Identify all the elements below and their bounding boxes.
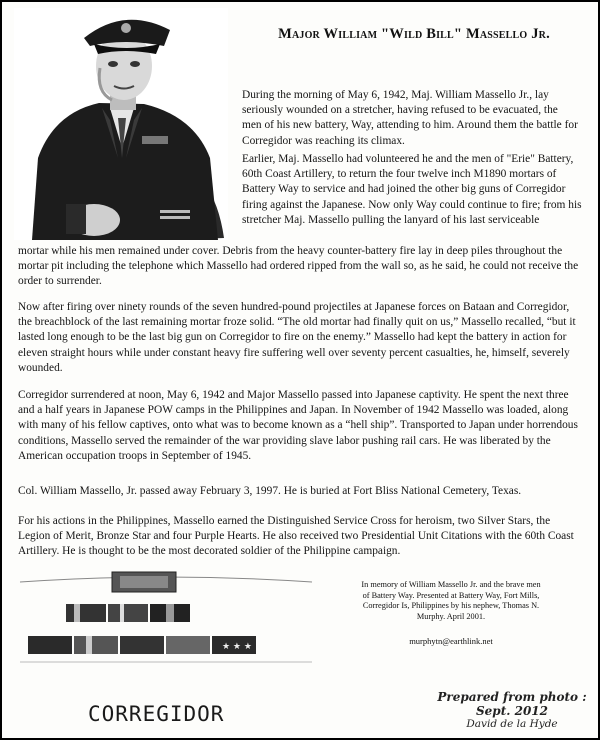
plaque-label: CORREGIDOR	[88, 702, 225, 726]
paragraph-death: Col. William Massello, Jr. passed away February 3, 1997. He is buried at Fort Bliss National Cemetery, Texas.	[18, 485, 522, 497]
credit-line-1: Prepared from photo :	[437, 690, 587, 704]
medal-ribbons-plaque	[16, 570, 316, 680]
svg-text:★ ★ ★: ★ ★ ★	[222, 642, 252, 652]
photo-credit	[422, 690, 600, 730]
page-title: Major William "Wild Bill" Massello Jr.	[278, 26, 550, 42]
paragraph-intro: During the morning of May 6, 1942, Maj. William Massello Jr., lay seriously wounded on a stretcher, having refused to be evacuated, the men of his new battery, Way, attending to him. Around them the battle for Corregidor was reaching its climax.	[242, 89, 578, 147]
paragraph-earlier-bottom: mortar while his men remained under cover. Debris from the heavy counter-battery fire lay in deep piles throughout the mortar pit including the telephone which Massello had ordered ripped from the wall so, as he said, he could not receive the order to surrender.	[18, 245, 579, 288]
memorial-inscription: In memory of William Massello Jr. and the brave men of Battery Way. Presented at Battery Way, Fort Mills, Corregidor Is, Philippines by his nephew, Thomas N. Murphy. April 2001.	[361, 580, 541, 621]
contact-email[interactable]: murphytn@earthlink.net	[409, 636, 493, 646]
paragraph-firing: Now after firing over ninety rounds of the seven hundred-pound projectiles at Japanese forces on Bataan and Corregidor, the breachblock of the last remaining mortar froze solid. “The old mortar had finally quit on us,” Massello recalled, “but it lasted long enough to be the last big gun on Corregidor to fire on the enemy.” Massello had kept the battery in action for eleven straight hours while under constant heavy fire suffering well over seventy percent casualties, he, himself, severely wounded.	[18, 301, 576, 374]
paragraph-earlier-top: Earlier, Maj. Massello had volunteered he and the men of "Erie" Battery, 60th Coast Artillery, to return the four twelve inch M1890 mortars of Battery Way to service and had joined the other big guns of Corregidor firing against the Japanese. Now only Way could continue to fire; from his stretcher Maj. Massello pulling the lanyard of his last serviceable	[242, 153, 582, 226]
soldier-portrait-image	[14, 8, 228, 240]
portrait-photo	[14, 8, 228, 240]
ribbon-rack-image	[16, 570, 316, 680]
paragraph-awards: For his actions in the Philippines, Massello earned the Distinguished Service Cross for heroism, two Silver Stars, the Legion of Merit, Bronze Star and four Purple Hearts. He also received two Presidential Unit Citations with the 60th Coast Artillery. He is thought to be the most decorated soldier of the Philippine campaign.	[18, 515, 574, 558]
credit-line-2: Sept. 2012	[476, 704, 548, 718]
credit-line-3: David de la Hyde	[466, 718, 558, 730]
paragraph-surrender: Corregidor surrendered at noon, May 6, 1942 and Major Massello passed into Japanese captivity. He spent the next three and a half years in Japanese POW camps in the Philippines and Japan. In November of 1942 Massello was loaded, along with many of his fellow captives, onto what was to become known as a “hell ship”. Transported to Japan under horrendous conditions, Massello served the remainder of the war providing slave labor pushing rail cars. He was liberated by the American occupation troops in September of 1945.	[18, 389, 578, 462]
